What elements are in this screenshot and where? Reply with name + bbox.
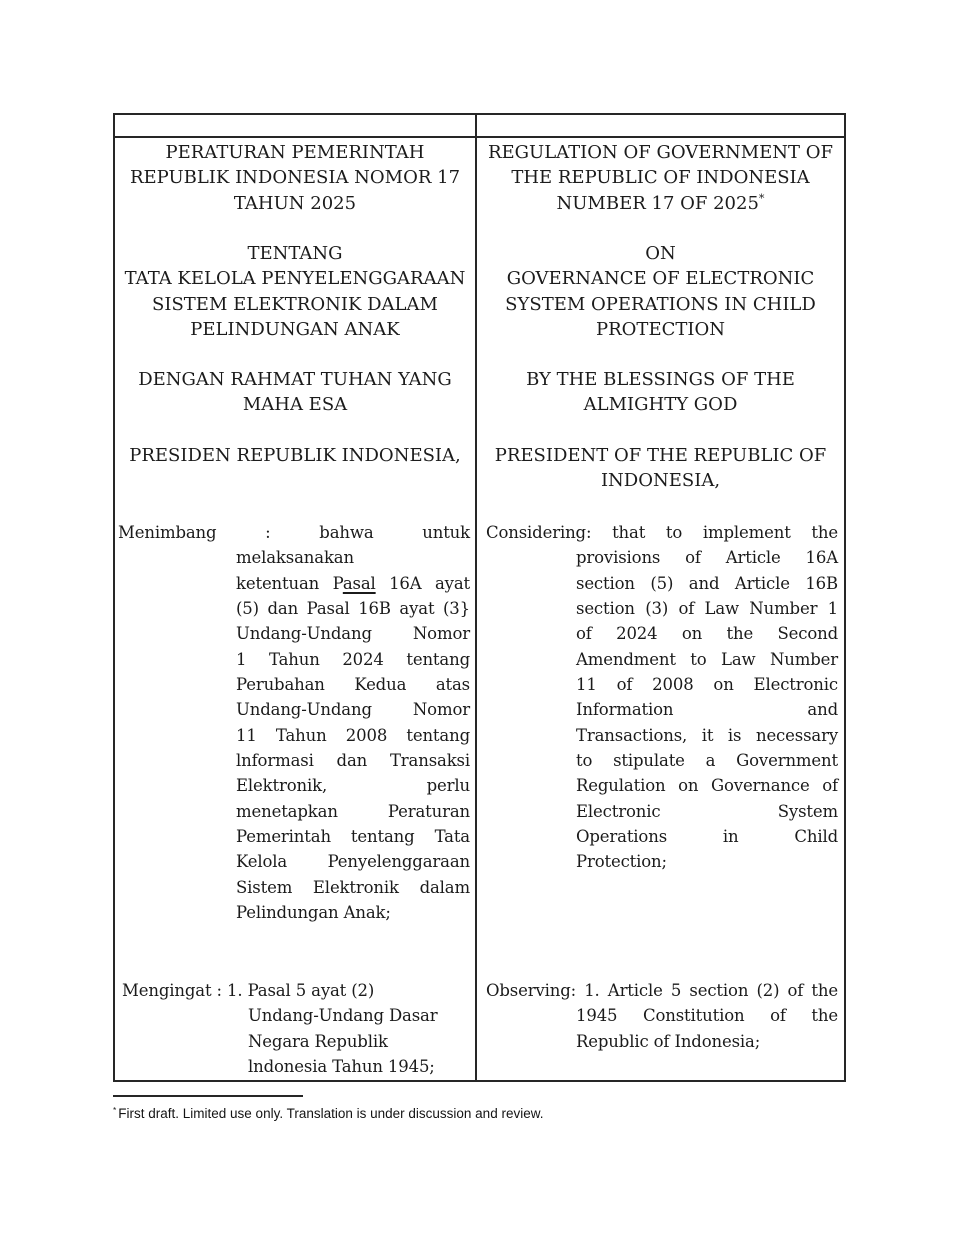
text-line: Republic of Indonesia; [576,1031,761,1051]
text-line: PRESIDEN REPUBLIK INDONESIA, [129,445,461,466]
footnote-marker: * [113,1104,117,1115]
text-line: section (3) of Law Number 1 [576,599,838,619]
considering-paragraph-en [477,520,844,875]
text-line: TATA KELOLA PENYELENGGARAAN [124,268,466,290]
legal-basis-paragraph-en [477,978,844,1054]
text-line: Undang-Undang Dasar [248,1006,438,1026]
text-line: GOVERNANCE OF ELECTRONIC [506,268,815,290]
text-line: DENGAN RAHMAT TUHAN YANG [138,369,452,390]
text-line: REPUBLIK INDONESIA NOMOR 17 [129,167,461,189]
blessing-line-id [115,367,475,418]
regulation-title-en [477,140,844,216]
text-line: THE REPUBLIC OF INDONESIA [511,167,810,189]
text-line: Elektronik, perlu [236,776,470,796]
regulation-title-id [115,140,475,216]
text-line: of 2024 on the Second [576,624,838,644]
text-line: PRESIDENT OF THE REPUBLIC OF [494,445,827,466]
indonesian-column [115,140,475,1080]
text-line: Menimbang : bahwa untuk [118,523,470,542]
text-line: Negara Republik [248,1031,388,1051]
text-line: Pelindungan Anak; [236,903,391,923]
text-line: 1945 Constitution of the [576,1006,838,1026]
text-line: melaksanakan [236,548,354,568]
text-line: TENTANG [247,243,343,264]
text-line: ALMIGHTY GOD [583,394,738,416]
header-row-separator [115,136,844,138]
text-line: 11 of 2008 on Electronic [576,675,838,695]
considering-paragraph-id [115,520,475,926]
text-line: Kelola Penyelenggaraan [236,852,470,872]
text-line: ON [645,243,676,264]
text-line: Information and [576,700,838,720]
text-line: Protection; [576,852,667,872]
legal-basis-paragraph-id [115,978,475,1079]
text-line: Observing: 1. Article 5 section (2) of the [486,981,838,1000]
regulation-subject-id [115,241,475,342]
bilingual-table [113,113,846,1082]
text-line: Transactions, it is necessary [576,725,838,745]
text-line: SYSTEM OPERATIONS IN CHILD [505,293,816,315]
text-line: provisions of Article 16A [576,548,838,568]
text-line: Operations in Child [576,827,838,847]
text-line: menetapkan Peraturan [236,801,470,821]
text-line: Regulation on Governance of [576,776,838,796]
text-line: Sistem Elektronik dalam [236,877,470,897]
text-line: Amendment to Law Number [576,649,838,669]
regulation-subject-en [477,241,844,342]
text-line: to stipulate a Government [576,751,838,771]
text-line: PELINDUNGAN ANAK [190,319,400,341]
text-line: PROTECTION [596,319,725,341]
text-line: section (5) and Article 16B [576,573,838,593]
text-line: Perubahan Kedua atas [236,675,470,695]
footnote-text: First draft. Limited use only. Translation is under discussion and review. [118,1106,544,1121]
text-line: Pemerintah tentang Tata [236,827,470,847]
text-line: 11 Tahun 2008 tentang [236,725,470,745]
blessing-line-en [477,367,844,418]
text-line: Considering: that to implement the [486,523,838,542]
text-line: BY THE BLESSINGS OF THE [526,369,795,390]
text-line: SISTEM ELEKTRONIK DALAM [152,293,438,315]
text-line: (5) dan Pasal 16B ayat (3} [236,599,470,619]
text-line: Mengingat : 1. Pasal 5 ayat (2) [122,981,375,1000]
president-line-id [115,443,475,468]
footnote-separator [113,1095,303,1097]
text-line: 1 Tahun 2024 tentang [236,649,470,669]
text-line: NUMBER 17 OF 2025* [556,191,765,214]
text-line: MAHA ESA [242,394,348,416]
english-column [477,140,844,1080]
text-line: PERATURAN PEMERINTAH [165,142,425,163]
text-line: lnformasi dan Transaksi [236,751,470,771]
text-line: TAHUN 2025 [233,192,357,214]
text-line: Undang-Undang Nomor [236,700,470,720]
text-line: Undang-Undang Nomor [236,624,470,644]
text-line: lndonesia Tahun 1945; [248,1057,435,1077]
text-line: Electronic System [576,801,838,821]
text-line: INDONESIA, [600,470,721,492]
footnote [113,1104,860,1124]
text-line: REGULATION OF GOVERNMENT OF [487,142,834,163]
text-line: ketentuan Pasal 16A ayat [236,573,470,593]
president-line-en [477,443,844,494]
